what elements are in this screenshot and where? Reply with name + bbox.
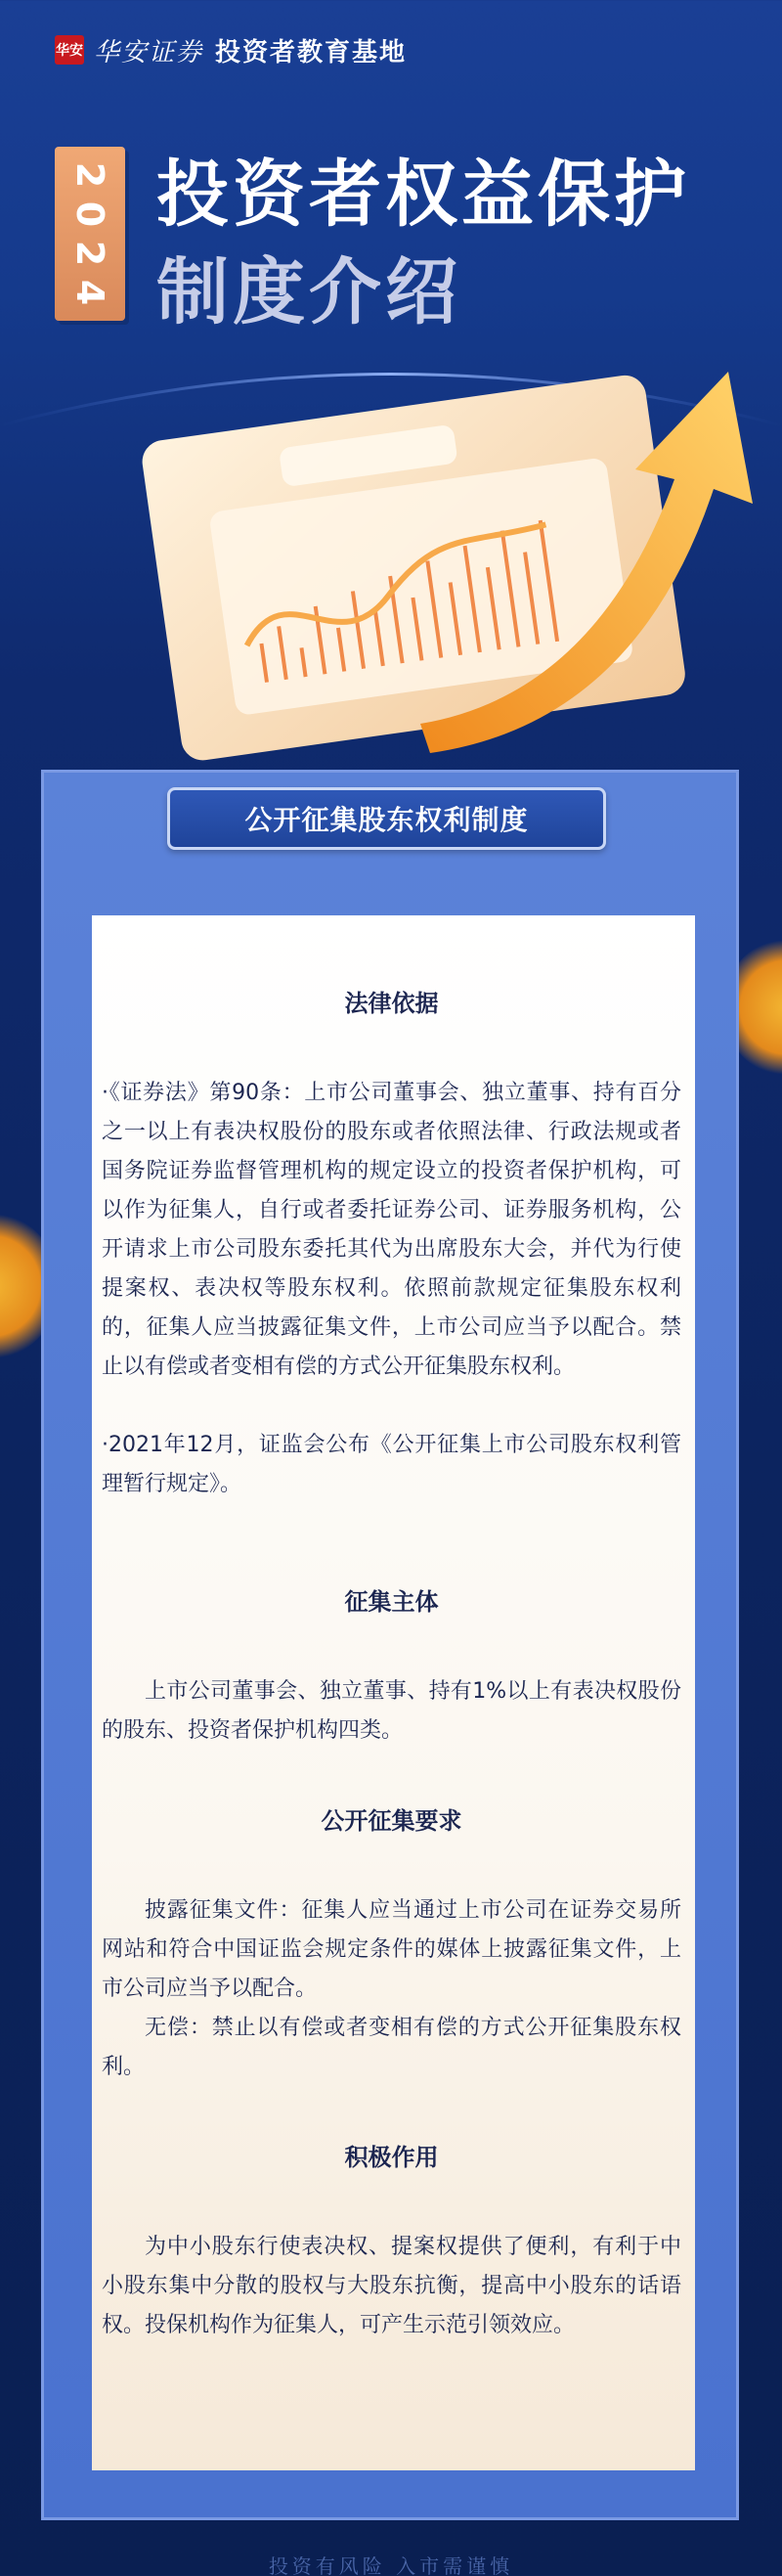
effect-heading: 积极作用 — [344, 2144, 439, 2171]
year-digit: 2 — [67, 240, 111, 267]
page-title-line1: 投资者权益保护 — [156, 153, 690, 237]
page-title-line2: 制度介绍 — [156, 250, 461, 334]
footer-text: 投资有风险 入市需谨慎 — [268, 2554, 514, 2576]
requirement-paragraph-2: 无偿：禁止以有偿或者变相有偿的方式公开征集股东权利。 — [102, 2016, 681, 2079]
effect-paragraph: 为中小股东行使表决权、提案权提供了便利，有利于中小股东集中分散的股权与大股东抗衡，提高中小股东的话语权。投保机构作为征集人，可产生示范引领效应。 — [102, 2235, 681, 2337]
brand-subtitle: 投资者教育基地 — [215, 37, 408, 67]
hero-illustration — [0, 333, 782, 792]
year-digit: 4 — [67, 279, 111, 306]
content-paper — [92, 915, 695, 2470]
brand-logo: 华安 — [55, 35, 84, 65]
legal-basis-heading: 法律依据 — [344, 990, 439, 1017]
brand-name: 华安证券 — [94, 37, 204, 67]
subject-heading: 征集主体 — [344, 1588, 439, 1616]
legal-basis-paragraph-2: ·2021年12月，证监会公布《公开征集上市公司股东权利管理暂行规定》。 — [102, 1433, 681, 1496]
requirement-heading: 公开征集要求 — [321, 1807, 462, 1835]
legal-basis-paragraph-1: ·《证券法》第90条：上市公司董事会、独立董事、持有百分之一以上有表决权股份的股东或者依照法律、行政法规或者国务院证券监督管理机构的规定设立的投资者保护机构，可以作为征集人，自行或者委托证券公司、证券服务机构，公开请求上市公司股东委托其代为出席股东大会，并代为行使提案权、表决权等股东权利。依照前款规定征集股东权利的，征集人应当披露征集文件，上市公司应当予以配合。禁止以有偿或者变相有偿的方式公开征集股东权利。 — [102, 1081, 681, 1379]
year-tag — [55, 147, 125, 321]
subject-paragraph: 上市公司董事会、独立董事、持有1%以上有表决权股份的股东、投资者保护机构四类。 — [102, 1679, 681, 1743]
section-banner: 公开征集股东权利制度 — [167, 787, 606, 850]
year-digit: 0 — [67, 200, 111, 228]
chart-board — [140, 373, 688, 763]
requirement-paragraph-1: 披露征集文件：征集人应当通过上市公司在证券交易所网站和符合中国证监会规定条件的媒体上披露征集文件，上市公司应当予以配合。 — [102, 1898, 681, 2001]
year-digit: 2 — [67, 161, 111, 189]
brand-header — [55, 33, 407, 67]
